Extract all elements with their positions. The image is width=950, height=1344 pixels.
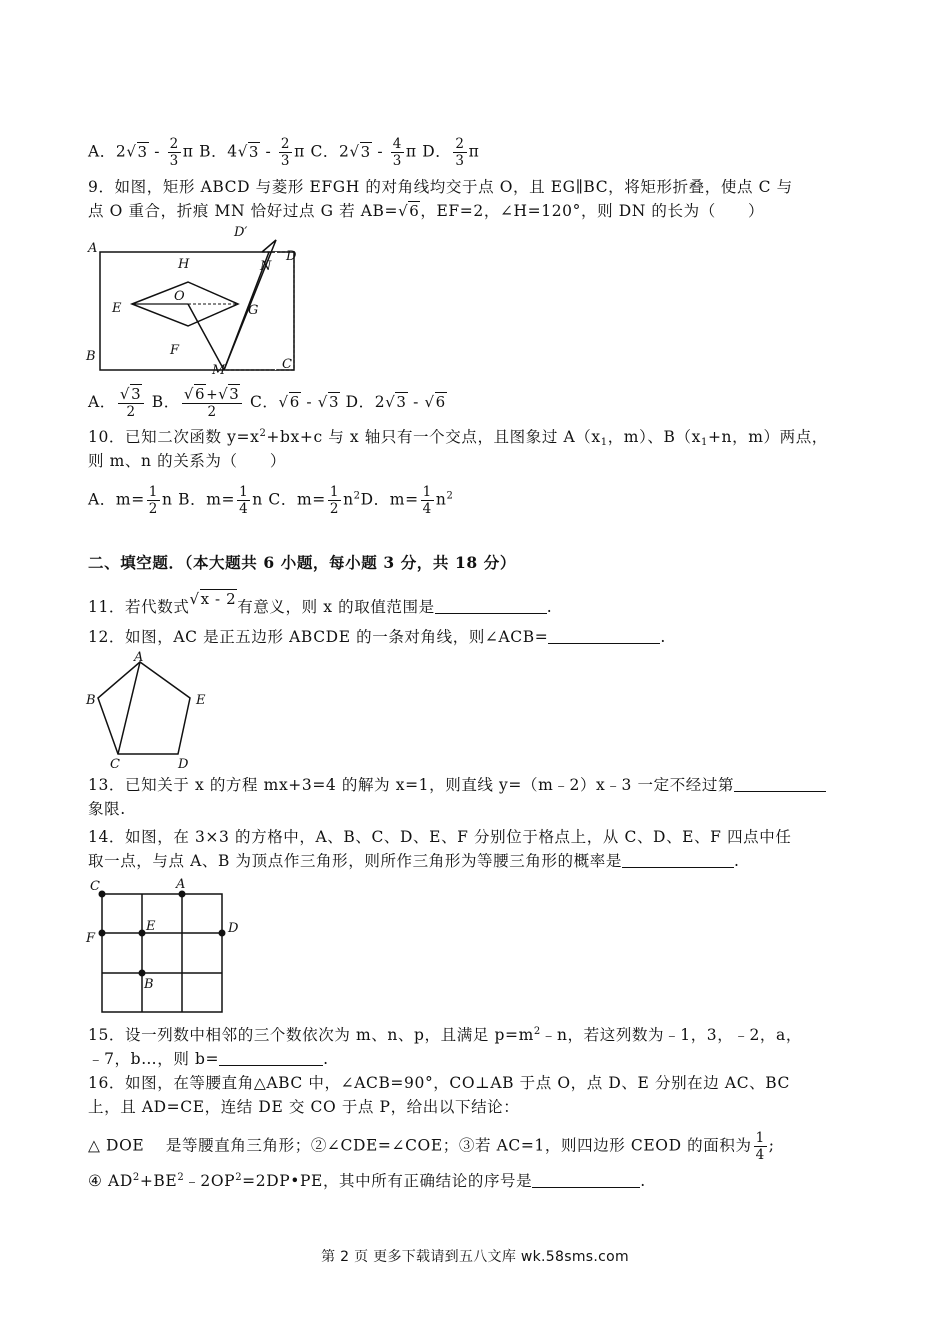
fraction: $\frac{1}{4}$ [239, 484, 249, 517]
q10-options: A．m= $\frac{1}{2}$ n B．m= $\frac{1}{4}$ n C．m= $\frac{1}{2}$ $n^2D$．m= $\frac{1}{4}$ $n^2$ [88, 484, 454, 517]
label-d: D [228, 921, 239, 936]
point-d [219, 930, 226, 937]
q12-pentagon-figure [84, 648, 210, 770]
q15-line1: 15．设一列数中相邻的三个数依次为 m、n、p，且满足 $p=m^2﹣n$，若这列数为﹣1，3，﹣2，a， [88, 1026, 802, 1044]
label-c: C [90, 879, 100, 894]
answer-blank [548, 627, 660, 644]
label-c: C [110, 757, 120, 770]
label-f: F [86, 931, 96, 946]
fraction: $\frac{√6+√3}{2}$ [182, 386, 243, 420]
q14-grid-figure [84, 874, 244, 1014]
q12: 12．如图，AC 是正五边形 ABCDE 的一条对角线，则∠ACB= . [88, 628, 666, 646]
label-e: E [196, 693, 206, 708]
label-a: A [88, 241, 98, 256]
q10-line1: 10．已知二次函数 $y=x^2+bx+c$ 与 x 轴只有一个交点，且图象过 $A(x_1$，m）、$B(x_1+n$，m）两点， [88, 428, 828, 448]
fraction: $\frac{1}{4}$ [422, 484, 432, 517]
label-o: O [174, 289, 185, 304]
label-b: B [86, 349, 96, 364]
label-h: H [178, 257, 190, 272]
q14-line1: 14．如图，在 3×3 的方格中，A、B、C、D、E、F 分别位于格点上，从 C、D、E、F 四点中任 [88, 828, 792, 846]
label-e: E [146, 919, 156, 934]
fraction: $\frac{2}{3}$ [169, 136, 179, 169]
fraction: $\frac{4}{3}$ [392, 136, 402, 169]
q9-options: A． $\frac{√3}{2}$ B． $\frac{√6+√3}{2}$ C．√6 - √3 D．2√3 - √6 [88, 385, 446, 420]
label-a: A [176, 877, 186, 892]
q9-figure [84, 222, 304, 374]
q11: 11．若代数式√x - 2有意义，则 x 的取值范围是 . [88, 590, 553, 616]
fraction: $\frac{√3}{2}$ [118, 386, 144, 420]
point-e [139, 930, 146, 937]
q15-line2: ﹣7，b…，则 b= . [88, 1050, 329, 1068]
answer-blank [219, 1049, 323, 1066]
point-f [99, 930, 106, 937]
answer-blank [435, 597, 547, 614]
answer-blank [734, 775, 826, 792]
label-f: F [170, 343, 180, 358]
fraction: $\frac{1}{2}$ [148, 484, 158, 517]
q9-line2: 点 O 重合，折痕 MN 恰好过点 G 若 AB=√6，EF=2，∠H=120°，则 DN 的长为（ ） [88, 202, 765, 220]
label-d-prime: D′ [234, 225, 248, 240]
label-e: E [112, 301, 122, 316]
fraction: $\frac{2}{3}$ [455, 136, 465, 169]
label-g: G [248, 303, 259, 318]
answer-blank [532, 1171, 640, 1188]
q13-line2: 象限. [88, 800, 126, 818]
q16-line3: △ DOE 是等腰直角三角形；②∠CDE=∠COE；③若 AC=1，则四边形 CEOD 的面积为 $\frac{1}{4}$ ; [88, 1130, 775, 1163]
fraction: $\frac{2}{3}$ [280, 136, 291, 169]
label-a: A [134, 650, 144, 665]
q10-line2: 则 m、n 的关系为（ ） [88, 452, 286, 470]
label-c: C [282, 357, 292, 372]
q16-line2: 上，且 AD=CE，连结 DE 交 CO 于点 P，给出以下结论： [88, 1098, 520, 1116]
label-n: N [260, 259, 272, 274]
q8-options: A．2√3 - $\frac{2}{3}$ π B．4√3 - $\frac{2}{3}$ π C．2√3 - $\frac{4}{3}$ π D． $\frac{2}{3}$ π [88, 136, 480, 169]
page-footer: 第 2 页 更多下载请到五八文库 wk.58sms.com [321, 1249, 629, 1265]
label-b: B [144, 977, 154, 992]
q13-line1: 13．已知关于 x 的方程 mx+3=4 的解为 x=1，则直线 y=（m﹣2）x﹣3 一定不经过第 [88, 774, 826, 796]
section-2-title: 二、填空题．（本大题共 6 小题，每小题 3 分，共 18 分） [88, 553, 516, 572]
label-b: B [86, 693, 96, 708]
fraction: $\frac{1}{2}$ [329, 484, 340, 517]
q16-line1: 16．如图，在等腰直角△ABC 中，∠ACB=90°，CO⊥AB 于点 O，点 D、E 分别在边 AC、BC [88, 1074, 790, 1092]
answer-blank [622, 851, 734, 868]
q9-line1: 9．如图，矩形 ABCD 与菱形 EFGH 的对角线均交于点 O，且 EG∥BC，将矩形折叠，使点 C 与 [88, 178, 793, 196]
label-d: D [178, 757, 189, 770]
q16-line4: ④ $AD^2+BE^2﹣2OP^2=2DP•PE$，其中所有正确结论的序号是 . [88, 1172, 646, 1190]
q14-line2: 取一点，与点 A、B 为顶点作三角形，则所作三角形为等腰三角形的概率是 . [88, 852, 740, 870]
point-b [139, 970, 146, 977]
label-m: M [212, 363, 226, 374]
fraction: $\frac{1}{4}$ [755, 1130, 765, 1163]
label-d: D [286, 249, 297, 264]
